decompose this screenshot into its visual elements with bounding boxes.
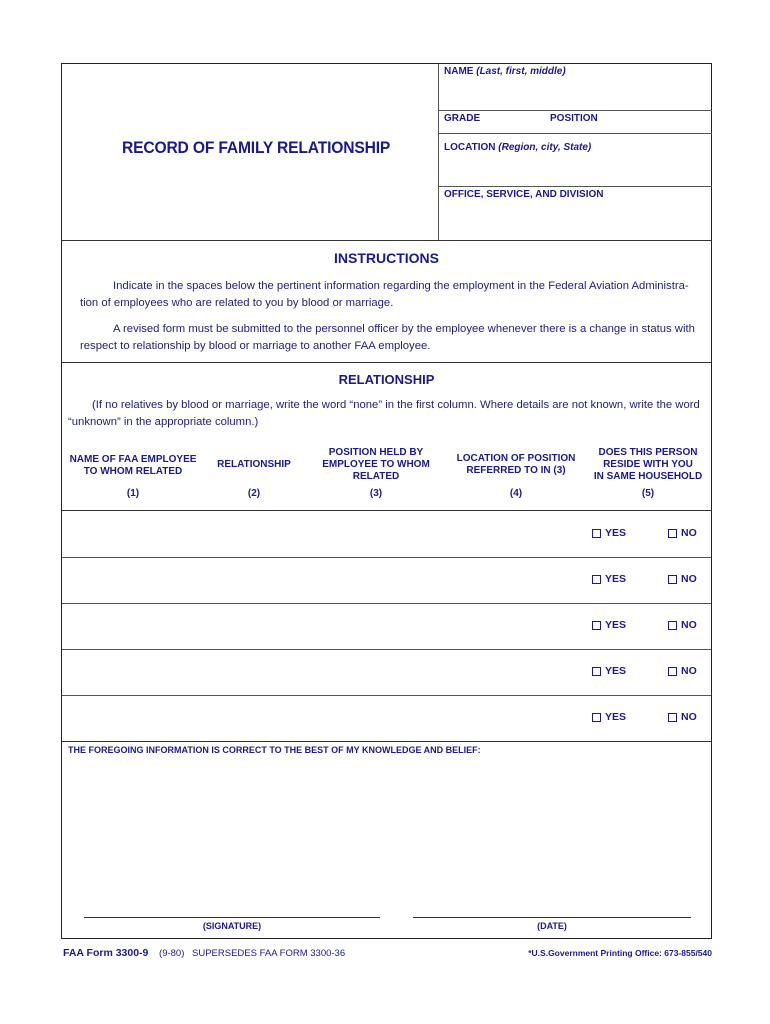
yes-label: YES [605, 573, 627, 585]
form-footer [63, 947, 345, 959]
col1-line1: NAME OF FAA EMPLOYEE [69, 454, 197, 465]
column-header-employee [62, 454, 204, 478]
instructions-paragraph-2 [80, 321, 705, 355]
yes-label: YES [605, 665, 627, 677]
col5-line1: DOES THIS PERSON [598, 447, 698, 458]
yes-label: YES [605, 527, 627, 539]
col3-line1: POSITION HELD BY [328, 447, 424, 458]
relationship-heading: RELATIONSHIP [338, 372, 435, 387]
checkbox-icon [592, 667, 601, 676]
no-label: NO [681, 711, 697, 723]
family-relationship-form [61, 63, 712, 939]
column-header-location [450, 453, 582, 477]
checkbox-icon [592, 713, 601, 722]
instructions-p2-line2: respect to relationship by blood or marriage to another FAA employee. [80, 340, 431, 352]
location-label: LOCATION [444, 142, 496, 153]
signature-label: (SIGNATURE) [202, 921, 262, 931]
yes-label: YES [605, 619, 627, 631]
checkbox-icon [592, 621, 601, 630]
form-id: FAA Form 3300-9 [63, 947, 149, 959]
name-label: NAME [444, 66, 474, 77]
column-header-household [586, 447, 710, 483]
col4-line2: REFERRED TO IN (3) [466, 465, 566, 476]
office-field[interactable] [444, 189, 603, 200]
instructions-heading: INSTRUCTIONS [334, 250, 439, 266]
column-header-relationship [204, 459, 304, 471]
checkbox-icon [668, 667, 677, 676]
col2-line1: RELATIONSHIP [217, 459, 291, 470]
col5-line3: IN SAME HOUSEHOLD [593, 471, 703, 482]
yes-checkbox[interactable] [592, 711, 626, 723]
relationship-row[interactable] [62, 511, 711, 558]
no-checkbox[interactable] [668, 527, 697, 539]
no-label: NO [681, 527, 697, 539]
no-checkbox[interactable] [668, 573, 697, 585]
checkbox-icon [592, 575, 601, 584]
col4-line1: LOCATION OF POSITION [456, 453, 576, 464]
position-field[interactable] [550, 113, 598, 124]
no-label: NO [681, 573, 697, 585]
grade-label: GRADE [444, 113, 481, 124]
relationship-note [68, 397, 708, 431]
instructions-paragraph-1 [80, 278, 705, 312]
yes-checkbox[interactable] [592, 665, 626, 677]
yes-checkbox[interactable] [592, 619, 626, 631]
relationship-row[interactable] [62, 649, 711, 696]
grade-field[interactable] [444, 113, 480, 124]
checkbox-icon [592, 529, 601, 538]
checkbox-icon [668, 713, 677, 722]
location-field[interactable] [444, 142, 591, 153]
relationship-note-line2: “unknown” in the appropriate column.) [68, 416, 259, 428]
office-label: OFFICE, SERVICE, AND DIVISION [444, 189, 604, 200]
yes-checkbox[interactable] [592, 527, 626, 539]
name-field[interactable] [444, 66, 566, 77]
form-edition: (9-80) [159, 948, 185, 959]
checkbox-icon [668, 575, 677, 584]
column-number-1: (1) [126, 488, 140, 499]
relationship-row[interactable] [62, 603, 711, 650]
instructions-p2-line1: A revised form must be submitted to the personnel officer by the employee whenever there is a change in status with [113, 323, 695, 335]
col3-line2: EMPLOYEE TO WHOM [322, 459, 430, 470]
checkbox-icon [668, 529, 677, 538]
position-label: POSITION [550, 113, 598, 124]
no-checkbox[interactable] [668, 665, 697, 677]
column-header-position [310, 447, 442, 483]
relationship-note-line1: (If no relatives by blood or marriage, write the word “none” in the first column. Where details are not known, write the word [92, 399, 700, 411]
checkbox-icon [668, 621, 677, 630]
printing-office-note: *U.S.Government Printing Office: 673-855/540 [528, 948, 712, 958]
col1-line2: TO WHOM RELATED [83, 466, 183, 477]
relationship-row[interactable] [62, 557, 711, 604]
no-label: NO [681, 665, 697, 677]
location-hint: (Region, city, State) [498, 142, 592, 153]
date-label: (DATE) [537, 921, 567, 931]
col5-line2: RESIDE WITH YOU [603, 459, 693, 470]
no-checkbox[interactable] [668, 619, 697, 631]
no-checkbox[interactable] [668, 711, 697, 723]
col3-line3: RELATED [352, 471, 400, 482]
certification-statement: THE FOREGOING INFORMATION IS CORRECT TO THE BEST OF MY KNOWLEDGE AND BELIEF: [68, 745, 481, 755]
column-number-3: (3) [369, 488, 383, 499]
name-hint: (Last, first, middle) [476, 66, 566, 77]
column-number-5: (5) [641, 488, 655, 499]
column-number-4: (4) [509, 488, 523, 499]
instructions-p1-line1: Indicate in the spaces below the pertinent information regarding the employment in the Federal Aviation Administra- [113, 280, 689, 292]
date-line[interactable] [413, 917, 691, 918]
instructions-p1-line2: tion of employees who are related to you by blood or marriage. [80, 297, 394, 309]
form-supersedes: SUPERSEDES FAA FORM 3300-36 [192, 948, 346, 959]
form-title: RECORD OF FAMILY RELATIONSHIP [122, 138, 391, 157]
no-label: NO [681, 619, 697, 631]
yes-label: YES [605, 711, 627, 723]
column-number-2: (2) [247, 488, 261, 499]
signature-line[interactable] [84, 917, 380, 918]
yes-checkbox[interactable] [592, 573, 626, 585]
relationship-row[interactable] [62, 695, 711, 742]
